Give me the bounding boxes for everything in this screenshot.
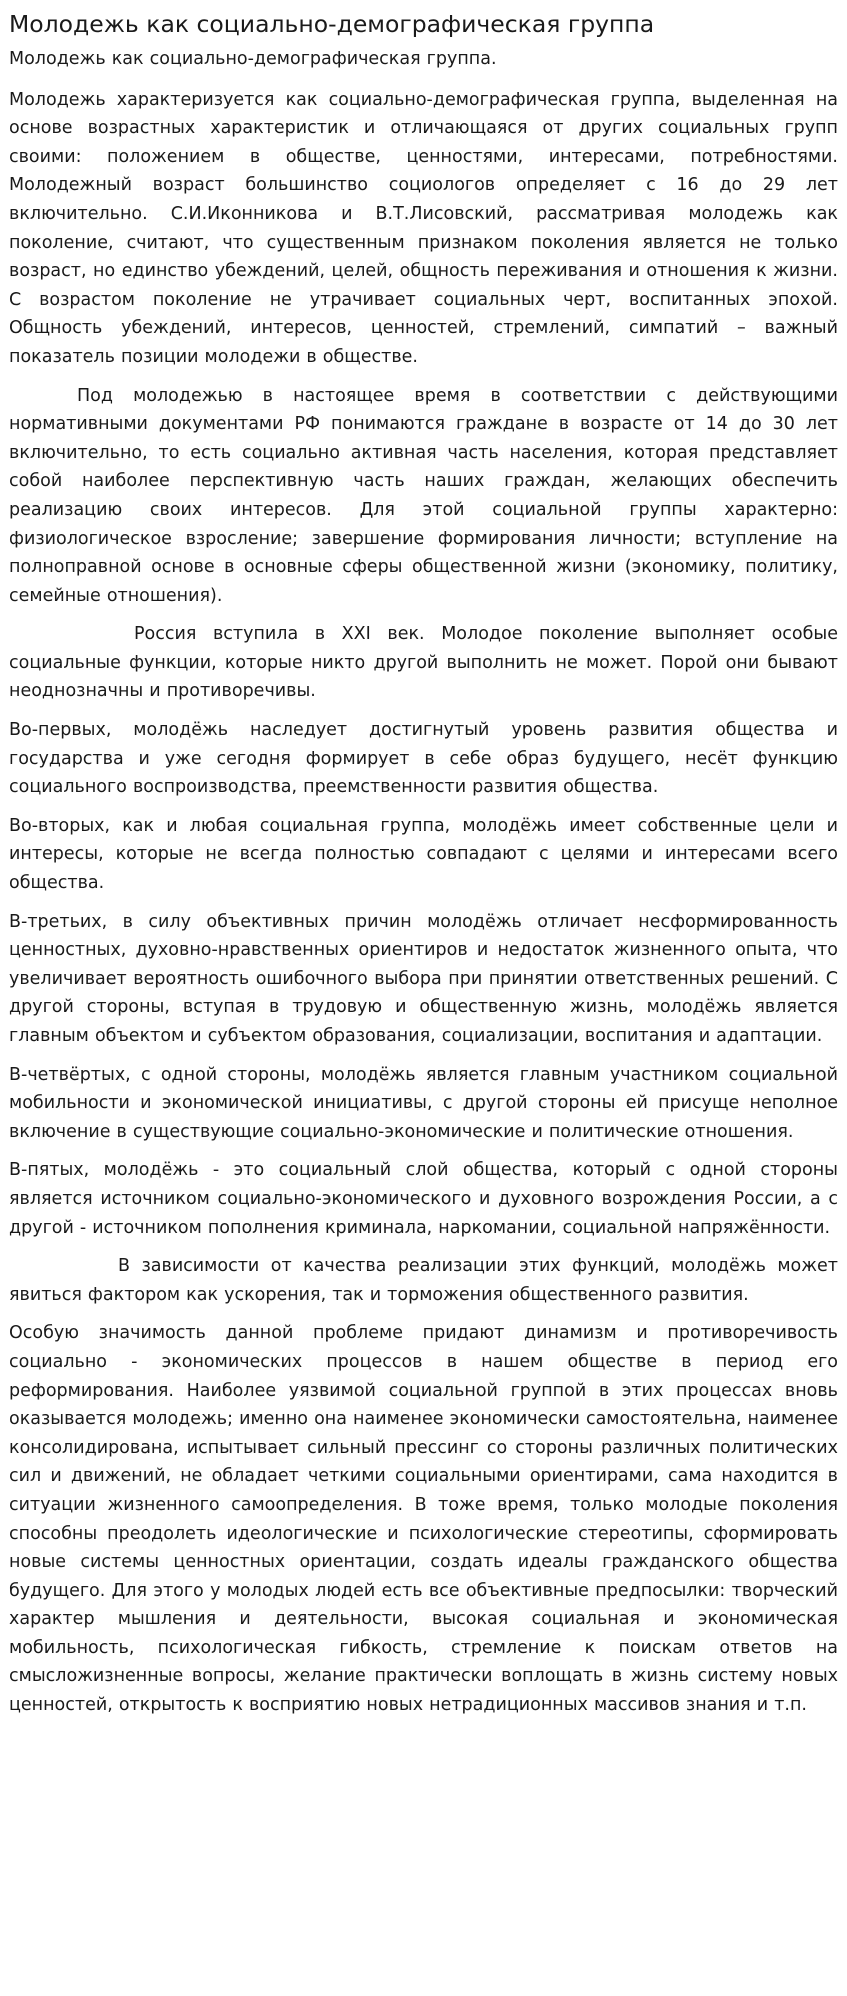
article-subtitle: Молодежь как социально-демографическая группа. <box>9 49 497 69</box>
paragraph-second: Во-вторых, как и любая социальная группа, молодёжь имеет собственные цели и интересы, которые не всегда полностью совпадают с целями и интересами всего общества. <box>9 815 838 894</box>
paragraph-dependence: В зависимости от качества реализации этих функций, молодёжь может явиться фактором как ускорения, так и торможения общественного развития. <box>9 1256 838 1305</box>
page-title: Молодежь как социально-демографическая группа <box>9 10 655 38</box>
paragraph-legal-definition: Под молодежью в настоящее время в соответствии с действующими нормативными документами РФ понимаются граждане в возрасте от 14 до 30 лет включительно, то есть социально активная часть населения, которая представляет собой наиболее перспективную часть наших граждан, желающих обеспечить реализацию своих интересов. Для этой социальной группы характерно: физиологическое взросление; завершение формирования личности; вступление на полноправной основе в основные сферы общественной жизни (экономику, политику, семейные отношения). <box>9 385 838 606</box>
paragraph-third: В-третьих, в силу объективных причин молодёжь отличает несформированность ценностных, духовно-нравственных ориентиров и недостаток жизненного опыта, что увеличивает вероятность ошибочного выбора при принятии ответственных решений. С другой стороны, вступая в трудовую и общественную жизнь, молодёжь является главным объектом и субъектом образования, социализации, воспитания и адаптации. <box>9 911 838 1046</box>
paragraph-xxi-century: Россия вступила в XXI век. Молодое поколение выполняет особые социальные функции, которые никто другой выполнить не может. Порой они бывают неоднозначны и противоречивы. <box>9 624 838 702</box>
paragraph-first: Во-первых, молодёжь наследует достигнутый уровень развития общества и государства и уже сегодня формирует в себе образ будущего, несёт функцию социального воспроизводства, преемственности развития общества. <box>9 720 838 798</box>
paragraph-definition: Молодежь характеризуется как социально-демографическая группа, выделенная на основе возрастных характеристик и отличающаяся от других социальных групп своими: положением в обществе, ценностями, интересами, потребностями. Молодежный возраст большинство социологов определяет с 16 до 29 лет включительно. С.И.Иконникова и В.Т.Лисовский, рассматривая молодежь как поколение, считают, что существенным признаком поколения является не только возраст, но единство убеждений, целей, общность переживания и отношения к жизни. С возрастом поколение не утрачивает социальных черт, воспитанных эпохой. Общность убеждений, интересов, ценностей, стремлений, симпатий – важный показатель позиции молодежи в обществе. <box>9 89 838 367</box>
paragraph-fifth: В-пятых, молодёжь - это социальный слой общества, который с одной стороны является источником социально-экономического и духовного возрождения России, а с другой - источником пополнения криминала, наркомании, социальной напряжённости. <box>9 1160 838 1238</box>
paragraph-fourth: В-четвёртых, с одной стороны, молодёжь является главным участником социальной мобильности и экономической инициативы, с другой стороны ей присуще неполное включение в существующие социально-экономические и политические отношения. <box>9 1064 838 1142</box>
paragraph-significance: Особую значимость данной проблеме придают динамизм и противоречивость социально - экономических процессов в нашем обществе в период его реформирования. Наиболее уязвимой социальной группой в этих процессах вновь оказывается молодежь; именно она наименее экономически самостоятельна, наименее консолидирована, испытывает сильный прессинг со стороны различных политических сил и движений, не обладает четкими социальными ориентирами, сама находится в ситуации жизненного самоопределения. В тоже время, только молодые поколения способны преодолеть идеологические и психологические стереотипы, сформировать новые системы ценностных ориентации, создать идеалы гражданского общества будущего. Для этого у молодых людей есть все объективные предпосылки: творческий характер мышления и деятельности, высокая социальная и экономическая мобильность, психологическая гибкость, стремление к поискам ответов на смысложизненные вопросы, желание практически воплощать в жизнь систему новых ценностей, открытость к восприятию новых нетрадиционных массивов знания и т.п. <box>9 1323 838 1716</box>
